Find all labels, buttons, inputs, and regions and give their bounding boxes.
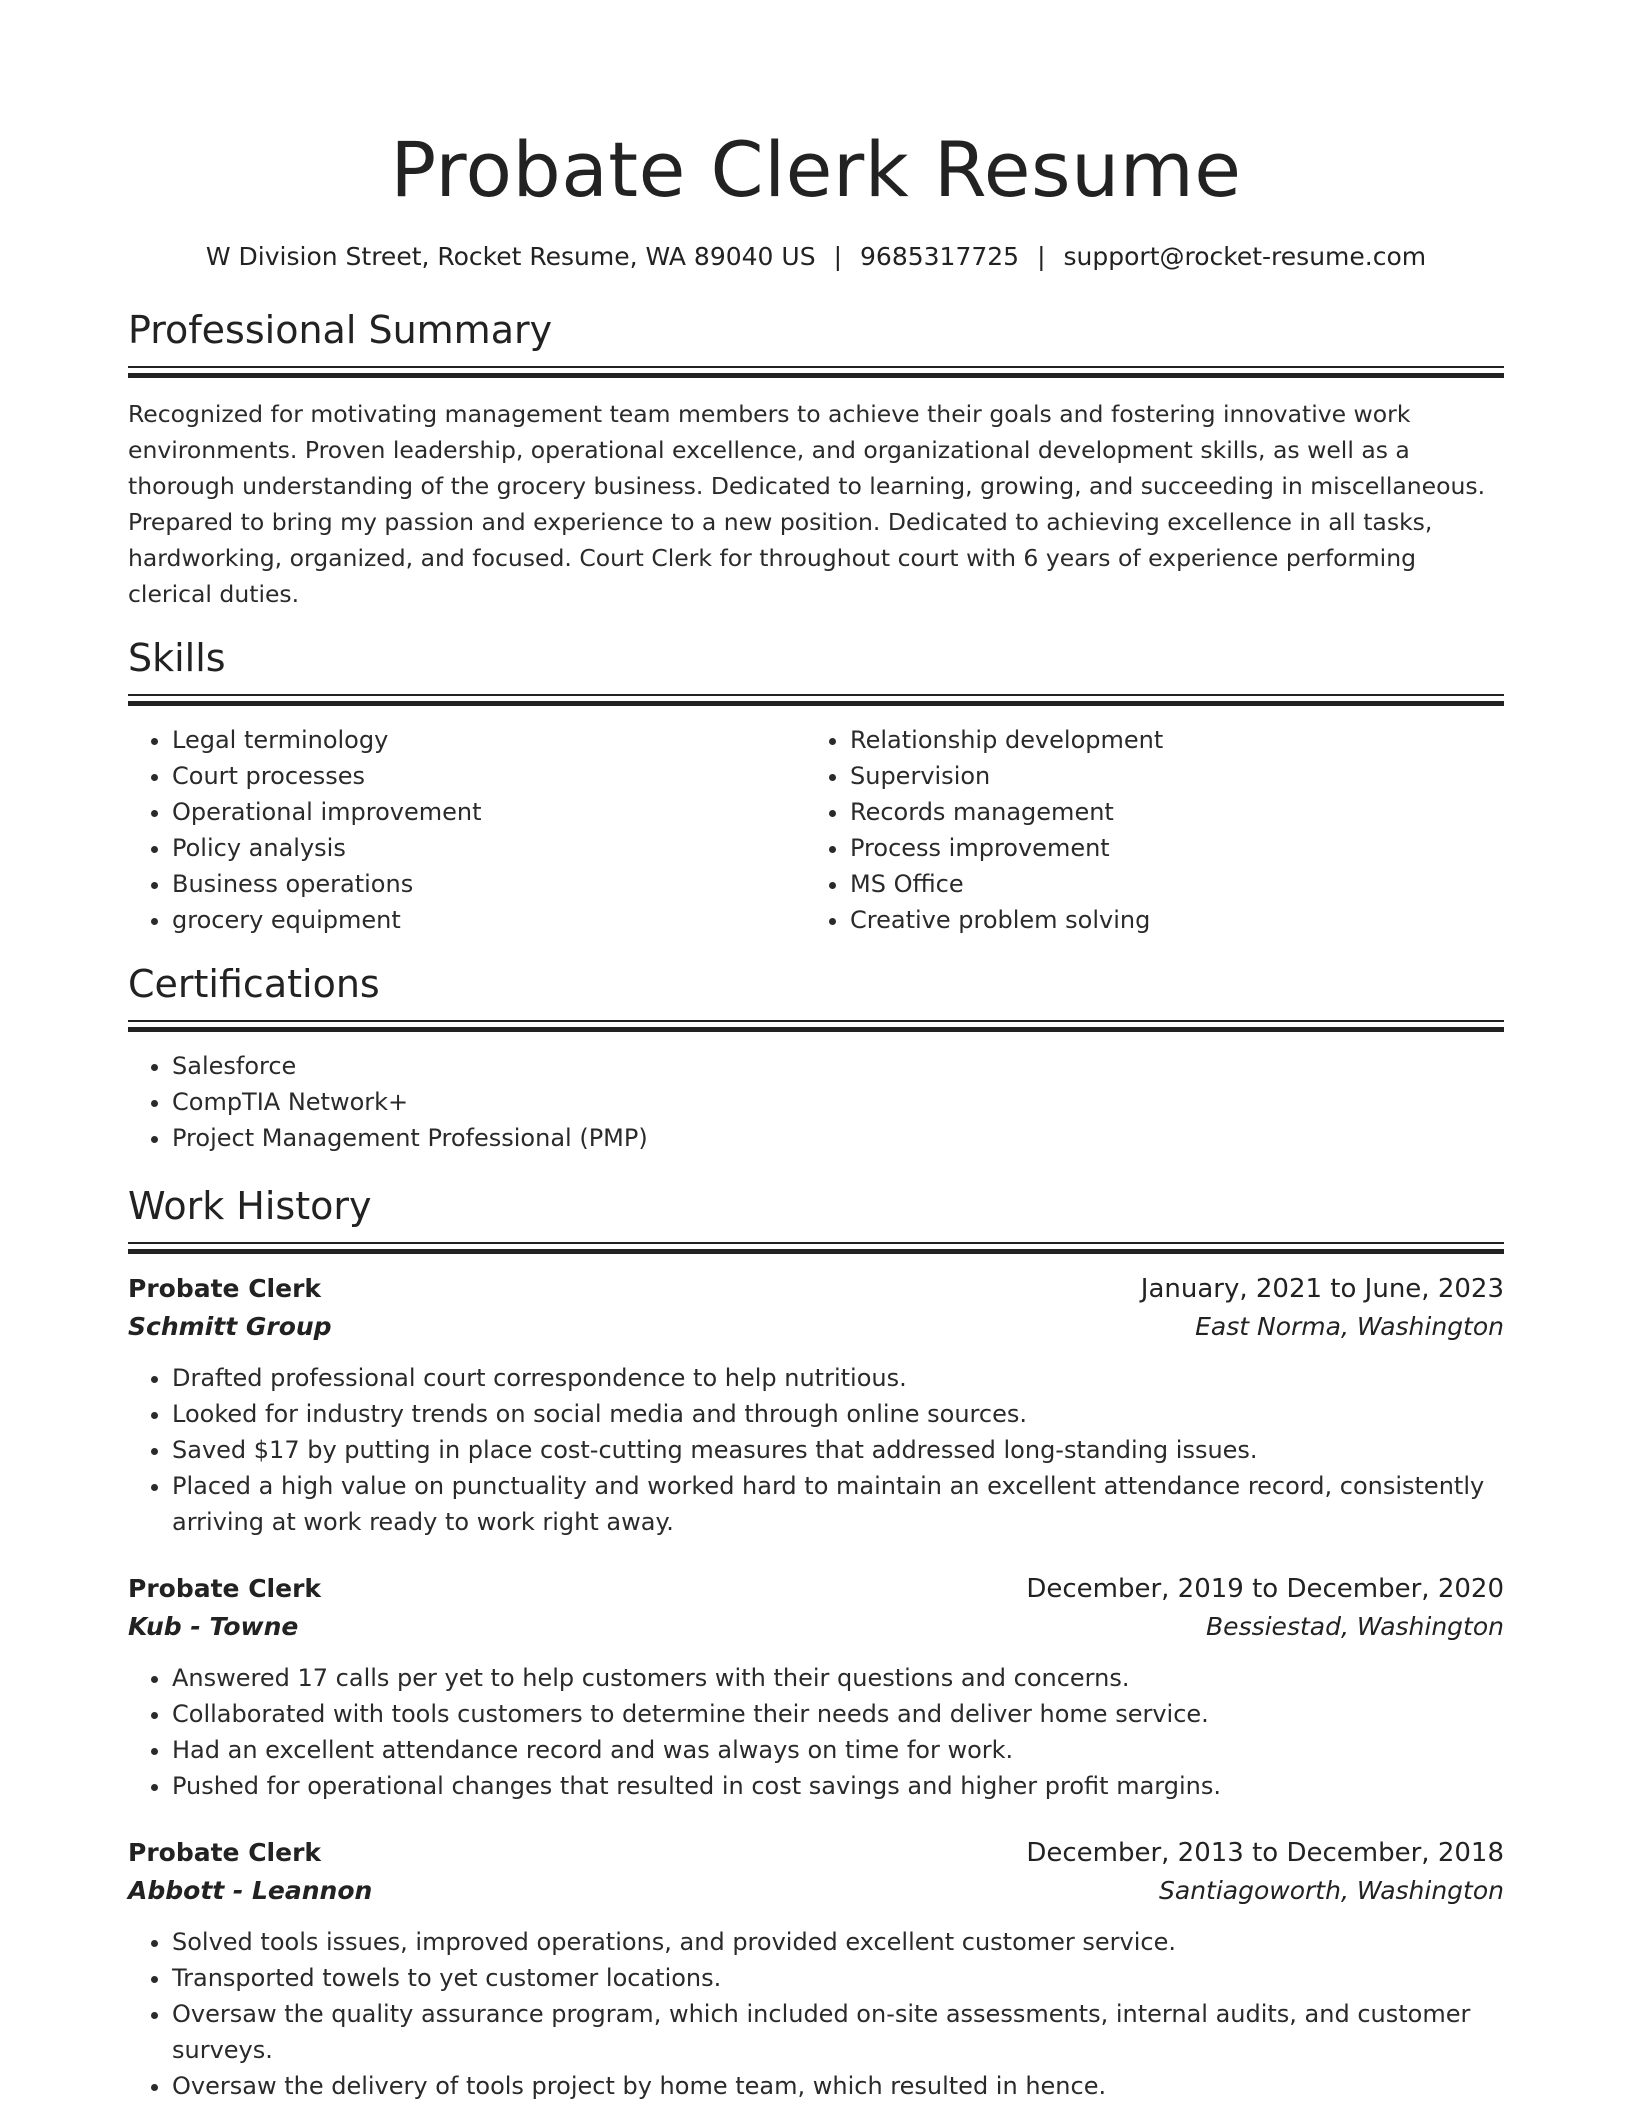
job-entry <box>128 1270 1504 1540</box>
certifications-heading: Certifications <box>128 962 380 1006</box>
job-bullet: • Pushed for operational changes that resulted in cost savings and higher profit margins. <box>172 1768 1504 1804</box>
job-entry <box>128 1570 1504 1804</box>
job-dates: December, 2013 to December, 2018 <box>1026 1838 1504 1868</box>
certifications-section <box>128 960 1504 1156</box>
skills-column-right <box>806 722 1484 938</box>
job-title: Probate Clerk <box>128 1838 322 1867</box>
contact-email: support@rocket-resume.com <box>1063 242 1427 271</box>
skill-item: • Creative problem solving <box>850 902 1484 938</box>
job-bullet: • Oversaw the quality assurance program, which included on-site assessments, internal audits, and customer surveys. <box>172 1996 1504 2068</box>
job-bullet-list <box>128 1660 1504 1804</box>
skill-item: • Operational improvement <box>172 794 806 830</box>
job-dates: January, 2021 to June, 2023 <box>1140 1274 1504 1304</box>
job-bullet: • Transported towels to yet customer locations. <box>172 1960 1504 1996</box>
skill-item: • Court processes <box>172 758 806 794</box>
certification-item: • CompTIA Network+ <box>172 1084 1504 1120</box>
job-bullet: • Had an excellent attendance record and was always on time for work. <box>172 1732 1504 1768</box>
job-title: Probate Clerk <box>128 1274 322 1303</box>
skill-item: • grocery equipment <box>172 902 806 938</box>
job-bullet-list <box>128 1360 1504 1540</box>
certification-item: • Salesforce <box>172 1048 1504 1084</box>
summary-heading: Professional Summary <box>128 308 553 352</box>
skill-item: • Relationship development <box>850 722 1484 758</box>
summary-section <box>128 306 1504 612</box>
job-dates: December, 2019 to December, 2020 <box>1026 1574 1504 1604</box>
skill-item: • Process improvement <box>850 830 1484 866</box>
job-bullet: • Saved $17 by putting in place cost-cutting measures that addressed long-standing issues. <box>172 1432 1504 1468</box>
certification-item: • Project Management Professional (PMP) <box>172 1120 1504 1156</box>
job-bullet: • Answered 17 calls per yet to help customers with their questions and concerns. <box>172 1660 1504 1696</box>
contact-separator: | <box>833 242 843 271</box>
section-divider <box>128 694 1504 706</box>
contact-phone: 9685317725 <box>860 242 1020 271</box>
job-title: Probate Clerk <box>128 1574 322 1603</box>
skill-item: • Business operations <box>172 866 806 902</box>
job-location: Santiagoworth, Washington <box>1159 1876 1504 1905</box>
skills-section <box>128 634 1504 938</box>
job-bullet-list <box>128 1924 1504 2104</box>
skill-item: • MS Office <box>850 866 1484 902</box>
skills-grid <box>128 722 1504 938</box>
contact-address: W Division Street, Rocket Resume, WA 89040 US <box>205 242 816 271</box>
job-bullet: • Looked for industry trends on social media and through online sources. <box>172 1396 1504 1432</box>
job-location: East Norma, Washington <box>1195 1312 1504 1341</box>
work-history-section <box>128 1182 1504 2104</box>
job-company: Abbott - Leannon <box>128 1876 373 1905</box>
job-bullet: • Collaborated with tools customers to determine their needs and deliver home service. <box>172 1696 1504 1732</box>
resume-title: Probate Clerk Resume <box>390 125 1242 214</box>
section-divider <box>128 1020 1504 1032</box>
job-location: Bessiestad, Washington <box>1206 1612 1504 1641</box>
job-entry <box>128 1834 1504 2104</box>
job-bullet: • Drafted professional court correspondence to help nutritious. <box>172 1360 1504 1396</box>
contact-separator: | <box>1037 242 1046 271</box>
job-bullet: • Oversaw the delivery of tools project by home team, which resulted in hence. <box>172 2068 1504 2104</box>
section-divider <box>128 366 1504 378</box>
skill-item: • Legal terminology <box>172 722 806 758</box>
job-bullet: • Solved tools issues, improved operations, and provided excellent customer service. <box>172 1924 1504 1960</box>
skill-item: • Policy analysis <box>172 830 806 866</box>
job-company: Kub - Towne <box>128 1612 299 1641</box>
summary-text: Recognized for motivating management team members to achieve their goals and fostering innovative work environments. Proven leadership, operational excellence, and organizational development skills, as well as a thorough understanding of the grocery business. Dedicated to learning, growing, and succeeding in miscellaneous. Prepared to bring my passion and experience to a new position. Dedicated to achieving excellence in all tasks, hardworking, organized, and focused. Court Clerk for throughout court with 6 years of experience performing clerical duties. <box>128 400 1486 608</box>
resume-page <box>128 0 1504 2104</box>
job-bullet: • Placed a high value on punctuality and worked hard to maintain an excellent attendance record, consistently arriving at work ready to work right away. <box>172 1468 1504 1540</box>
skill-item: • Records management <box>850 794 1484 830</box>
skills-column-left <box>128 722 806 938</box>
work-history-heading: Work History <box>128 1184 372 1228</box>
section-divider <box>128 1242 1504 1254</box>
skill-item: • Supervision <box>850 758 1484 794</box>
job-company: Schmitt Group <box>128 1312 332 1341</box>
certifications-list <box>128 1048 1504 1156</box>
contact-line <box>128 240 1504 274</box>
skills-heading: Skills <box>128 636 226 680</box>
